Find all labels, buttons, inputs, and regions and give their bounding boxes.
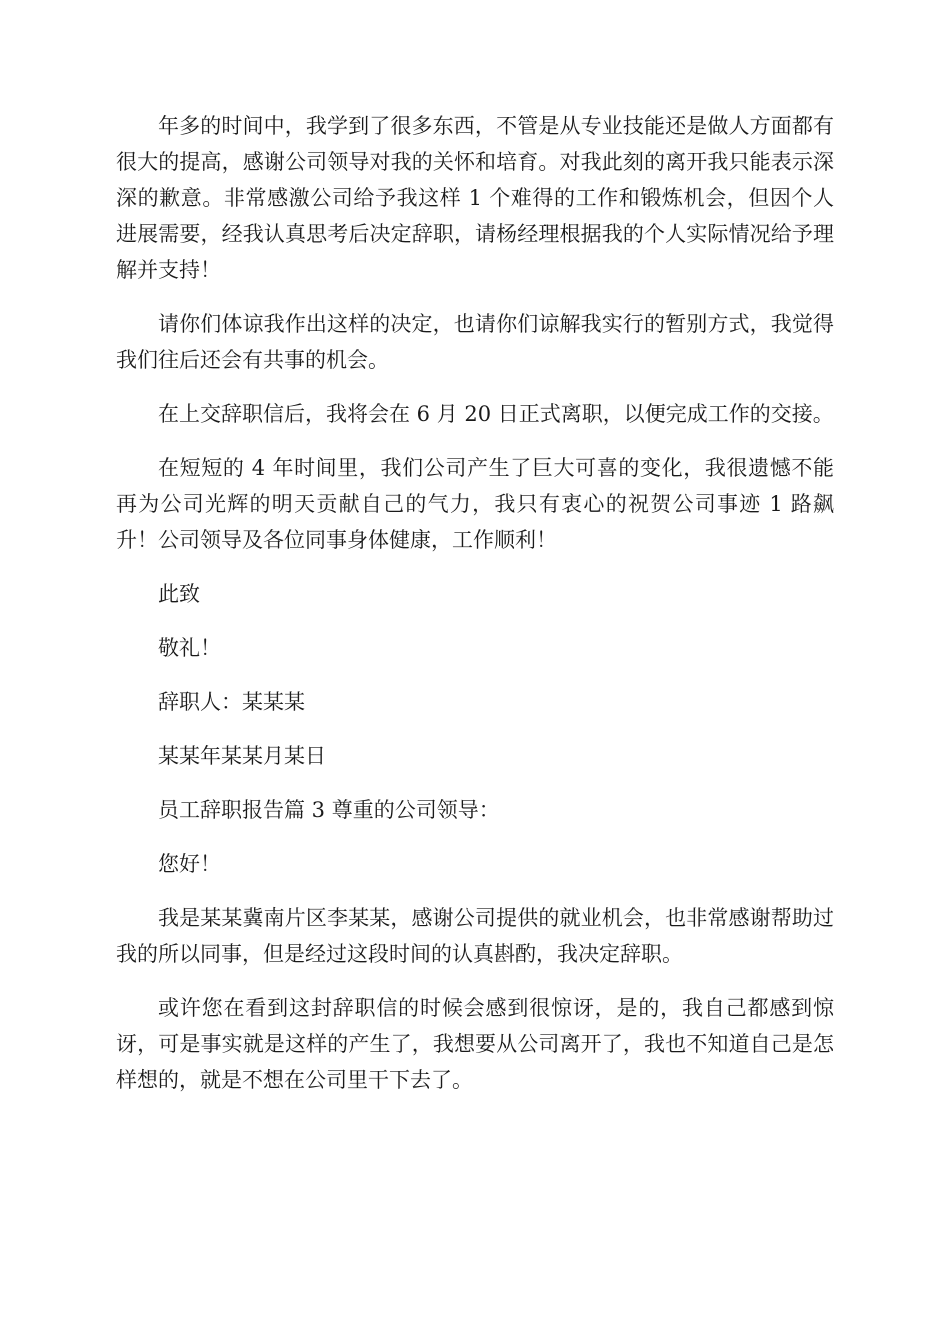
greeting: 您好！ <box>158 852 221 876</box>
document-body <box>116 108 834 1116</box>
signature-date: 某某年某某月某日 <box>158 744 326 768</box>
paragraph-blessings: 在短短的 4 年时间里，我们公司产生了巨大可喜的变化，我很遗憾不能再为公司光辉的明天贡献自己的气力，我只有衷心的祝贺公司事迹 1 路飙升！公司领导及各位同事身体健康，工作顺利！ <box>116 456 834 552</box>
paragraph-understanding-request: 请你们体谅我作出这样的决定，也请你们谅解我实行的暂别方式，我觉得我们往后还会有共事的机会。 <box>116 312 834 372</box>
paragraph-surprise: 或许您在看到这封辞职信的时候会感到很惊讶，是的，我自己都感到惊讶，可是事实就是这样的产生了，我想要从公司离开了，我也不知道自己是怎样想的，就是不想在公司里干下去了。 <box>116 996 834 1092</box>
paragraph-introduction: 我是某某冀南片区李某某，感谢公司提供的就业机会，也非常感谢帮助过我的所以同事，但是经过这段时间的认真斟酌，我决定辞职。 <box>116 906 834 966</box>
closing-regards: 敬礼！ <box>158 636 221 660</box>
paragraph-departure-date: 在上交辞职信后，我将会在 6 月 20 日正式离职，以便完成工作的交接。 <box>158 402 834 426</box>
signature-name: 辞职人：某某某 <box>158 690 305 714</box>
closing-salutation: 此致 <box>158 582 200 606</box>
paragraph-learning-gratitude: 年多的时间中，我学到了很多东西，不管是从专业技能还是做人方面都有很大的提高，感谢公司领导对我的关怀和培育。对我此刻的离开我只能表示深深的歉意。非常感激公司给予我这样 1 个难得的工作和锻炼机会，但因个人进展需要，经我认真思考后决定辞职，请杨经理根据我的个人实际情况给予理解并支持！ <box>116 114 834 282</box>
section-heading-report-3: 员工辞职报告篇 3 尊重的公司领导： <box>158 798 500 822</box>
